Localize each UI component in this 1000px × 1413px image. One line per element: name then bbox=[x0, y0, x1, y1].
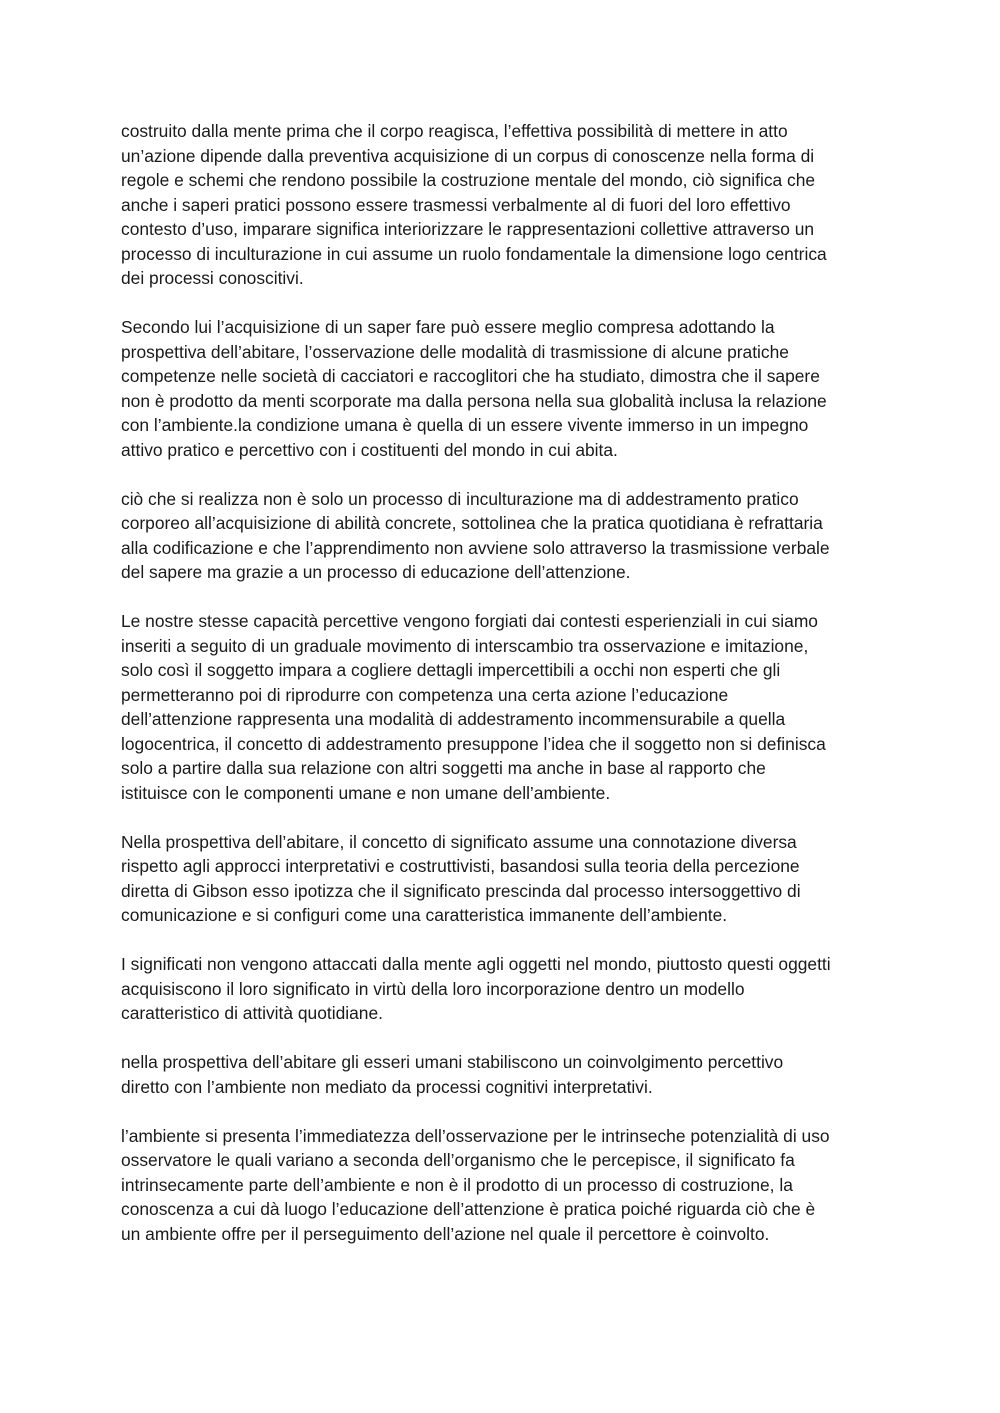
text-line: nella prospettiva dell’abitare gli esseri umani stabiliscono un coinvolgimento percettivo bbox=[121, 1052, 784, 1072]
text-line: un’azione dipende dalla preventiva acquisizione di un corpus di conoscenze nella forma di bbox=[121, 145, 815, 166]
paragraph-1 bbox=[121, 119, 881, 291]
text-line: osservatore le quali variano a seconda dell’organismo che le percepisce, il significato fa bbox=[121, 1150, 795, 1170]
text-line: I significati non vengono attaccati dalla mente agli oggetti nel mondo, piuttosto questi oggetti bbox=[121, 954, 831, 974]
text-line: dell’attenzione rappresenta una modalità di addestramento incommensurabile a quella bbox=[121, 709, 786, 729]
text-line: contesto d’uso, imparare significa interiorizzare le rappresentazioni collettive attraverso un bbox=[121, 219, 815, 239]
text-line: regole e schemi che rendono possibile la costruzione mentale del mondo, ciò significa che bbox=[121, 170, 816, 190]
text-line: alla codificazione e che l’apprendimento non avviene solo attraverso la trasmissione verbale bbox=[121, 537, 830, 558]
text-line: inseriti a seguito di un graduale movimento di interscambio tra osservazione e imitazione, bbox=[121, 635, 809, 656]
text-line: solo a partire dalla sua relazione con altri soggetti ma anche in base al rapporto che bbox=[121, 758, 766, 778]
paragraph-8 bbox=[121, 1124, 881, 1247]
text-line: dei processi conoscitivi. bbox=[121, 268, 304, 288]
text-line: ciò che si realizza non è solo un processo di inculturazione ma di addestramento pratico bbox=[121, 488, 799, 509]
text-line: attivo pratico e percettivo con i costituenti del mondo in cui abita. bbox=[121, 439, 618, 460]
text-line: con l’ambiente.la condizione umana è quella di un essere vivente immerso in un impegno bbox=[121, 415, 809, 435]
text-line: Le nostre stesse capacità percettive vengono forgiati dai contesti esperienziali in cui siamo bbox=[121, 611, 818, 631]
text-line: intrinsecamente parte dell’ambiente e non è il prodotto di un processo di costruzione, la bbox=[121, 1174, 793, 1195]
text-line: Secondo lui l’acquisizione di un saper fare può essere meglio compresa adottando la bbox=[121, 317, 775, 337]
text-line: anche i saperi pratici possono essere trasmessi verbalmente al di fuori del loro effettivo bbox=[121, 194, 791, 215]
paragraph-6 bbox=[121, 952, 881, 1026]
document-body bbox=[121, 119, 881, 1271]
text-line: l’ambiente si presenta l’immediatezza dell’osservazione per le intrinseche potenzialità di uso bbox=[121, 1125, 830, 1146]
text-line: logocentrica, il concetto di addestramento presuppone l’idea che il soggetto non si definisca bbox=[121, 733, 826, 754]
paragraph-3 bbox=[121, 487, 881, 585]
text-line: corporeo all’acquisizione di abilità concrete, sottolinea che la pratica quotidiana è refrattaria bbox=[121, 513, 823, 533]
text-line: un ambiente offre per il perseguimento dell’azione nel quale il percettore è coinvolto. bbox=[121, 1223, 770, 1244]
paragraph-5 bbox=[121, 830, 881, 928]
text-line: rispetto agli approcci interpretativi e costruttivisti, basandosi sulla teoria della percezione bbox=[121, 856, 800, 876]
text-line: solo così il soggetto impara a cogliere dettagli impercettibili a occhi non esperti che gli bbox=[121, 660, 781, 680]
text-line: permetteranno poi di riprodurre con competenza una certa azione l’educazione bbox=[121, 684, 729, 705]
text-line: non è prodotto da menti scorporate ma dalla persona nella sua globalità inclusa la relazione bbox=[121, 390, 827, 411]
text-line: acquisiscono il loro significato in virtù della loro incorporazione dentro un modello bbox=[121, 978, 745, 999]
paragraph-4 bbox=[121, 609, 881, 805]
text-line: diretta di Gibson esso ipotizza che il significato prescinda dal processo intersoggettivo di bbox=[121, 880, 801, 901]
text-line: diretto con l’ambiente non mediato da processi cognitivi interpretativi. bbox=[121, 1076, 653, 1097]
text-line: prospettiva dell’abitare, l’osservazione delle modalità di trasmissione di alcune pratiche bbox=[121, 341, 789, 362]
text-line: comunicazione e si configuri come una caratteristica immanente dell’ambiente. bbox=[121, 905, 728, 925]
text-line: Nella prospettiva dell’abitare, il concetto di significato assume una connotazione diversa bbox=[121, 831, 797, 852]
paragraph-7 bbox=[121, 1050, 881, 1099]
text-line: costruito dalla mente prima che il corpo reagisca, l’effettiva possibilità di mettere in atto bbox=[121, 121, 788, 141]
text-line: istituisce con le componenti umane e non umane dell’ambiente. bbox=[121, 782, 611, 803]
text-line: competenze nelle società di cacciatori e raccoglitori che ha studiato, dimostra che il sapere bbox=[121, 366, 820, 386]
text-line: conoscenza a cui dà luogo l’educazione dell’attenzione è pratica poiché riguarda ciò che è bbox=[121, 1199, 816, 1219]
paragraph-2 bbox=[121, 315, 881, 462]
text-line: del sapere ma grazie a un processo di educazione dell’attenzione. bbox=[121, 562, 631, 582]
text-line: processo di inculturazione in cui assume un ruolo fondamentale la dimensione logo centrica bbox=[121, 243, 827, 264]
text-line: caratteristico di attività quotidiane. bbox=[121, 1003, 383, 1023]
